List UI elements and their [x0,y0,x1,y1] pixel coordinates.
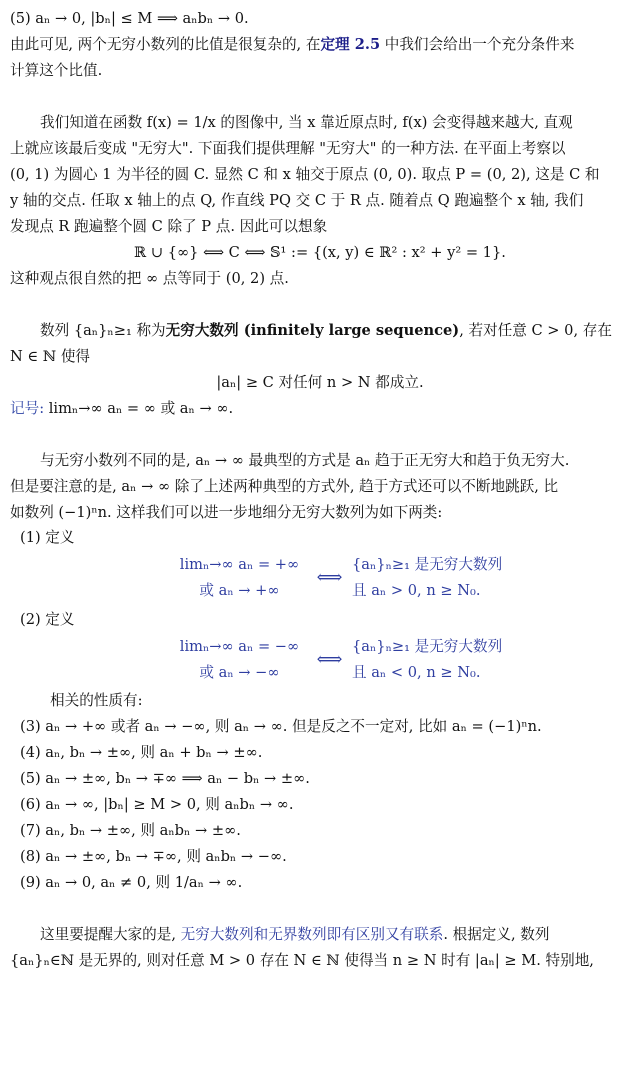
property-item: (6) aₙ → ∞, |bₙ| ≥ M > 0, 则 aₙbₙ → ∞. [20,796,294,813]
property-5-small: (5) aₙ → 0, |bₙ| ≤ M ⟹ aₙbₙ → 0. [10,10,249,27]
definition-line: 数列 {aₙ}ₙ≥₁ 称为无穷大数列 (infinitely large sequence), 若对任意 C > 0, 存在 [40,322,612,339]
definition-block [10,550,630,606]
properties-heading: 相关的性质有: [50,692,143,709]
theorem-reference-link[interactable]: 定理 2.5 [320,36,381,53]
definition-right: 且 aₙ > 0, n ≥ N₀. [352,582,481,599]
iff-symbol: ⟺ [316,649,343,670]
paragraph-line: 上就应该最后变成 "无穷大". 下面我们提供理解 "无穷大" 的一种方法. 在平面上考察以 [10,140,566,157]
definition-line: N ∈ ℕ 使得 [10,348,91,365]
definition-left: limₙ→∞ aₙ = −∞ [179,638,300,655]
paragraph-line: {aₙ}ₙ∈ℕ 是无界的, 则对任意 M > 0 存在 N ∈ ℕ 使得当 n ≥ N 时有 |aₙ| ≥ M. 特别地, [10,952,594,969]
paragraph-line: 这种观点很自然的把 ∞ 点等同于 (0, 2) 点. [10,270,289,287]
paragraph-line: 我们知道在函数 f(x) = 1/x 的图像中, 当 x 靠近原点时, f(x) 会变得越来越大, 直观 [40,114,573,131]
definition-label: (2) 定义 [20,611,75,628]
definition-left: 或 aₙ → −∞ [199,664,280,681]
paragraph-line: (0, 1) 为圆心 1 为半径的圆 C. 显然 C 和 x 轴交于原点 (0, 0). 取点 P = (0, 2), 这是 C 和 [10,166,600,183]
paragraph-line: 如数列 (−1)ⁿn. 这样我们可以进一步地细分无穷大数列为如下两类: [10,504,443,521]
definition-right: 且 aₙ < 0, n ≥ N₀. [352,664,481,681]
definition-block [10,632,630,688]
paragraph-line: 这里要提醒大家的是, 无穷大数列和无界数列即有区别又有联系. 根据定义, 数列 [40,926,550,943]
defined-term: 无穷大数列 (infinitely large sequence) [165,322,460,339]
property-item: (8) aₙ → ±∞, bₙ → ∓∞, 则 aₙbₙ → −∞. [20,848,287,865]
property-item: (5) aₙ → ±∞, bₙ → ∓∞ ⟹ aₙ − bₙ → ±∞. [20,770,310,787]
property-item: (9) aₙ → 0, aₙ ≠ 0, 则 1/aₙ → ∞. [20,874,243,891]
definition-right: {aₙ}ₙ≥₁ 是无穷大数列 [352,556,503,573]
paragraph-line: 计算这个比值. [10,62,103,79]
definition-right: {aₙ}ₙ≥₁ 是无穷大数列 [352,638,503,655]
property-item: (3) aₙ → +∞ 或者 aₙ → −∞, 则 aₙ → ∞. 但是反之不一定对, 比如 aₙ = (−1)ⁿn. [20,718,542,735]
notation-label: 记号: [10,400,45,417]
definition-left: limₙ→∞ aₙ = +∞ [179,556,300,573]
display-equation: |aₙ| ≥ C 对任何 n > N 都成立. [216,374,424,391]
paragraph-line: 但是要注意的是, aₙ → ∞ 除了上述两种典型的方式外, 趋于方式还可以不断地跳跃, 比 [10,478,559,495]
highlight-text: 无穷大数列和无界数列即有区别又有联系 [180,926,444,943]
paragraph-line: y 轴的交点. 任取 x 轴上的点 Q, 作直线 PQ 交 C 于 R 点. 随着点 Q 跑遍整个 x 轴, 我们 [10,192,584,209]
display-equation: ℝ ∪ {∞} ⟺ C ⟺ 𝕊¹ := {(x, y) ∈ ℝ² : x² + y² = 1}. [134,244,506,261]
property-item: (4) aₙ, bₙ → ±∞, 则 aₙ + bₙ → ±∞. [20,744,263,761]
definition-label: (1) 定义 [20,529,75,546]
iff-symbol: ⟺ [316,567,343,588]
paragraph-line: 发现点 R 跑遍整个圆 C 除了 P 点. 因此可以想象 [10,218,328,235]
paragraph-line: 与无穷小数列不同的是, aₙ → ∞ 最典型的方式是 aₙ 趋于正无穷大和趋于负无穷大. [40,452,570,469]
property-item: (7) aₙ, bₙ → ±∞, 则 aₙbₙ → ±∞. [20,822,241,839]
definition-left: 或 aₙ → +∞ [199,582,280,599]
paragraph-line: 由此可见, 两个无穷小数列的比值是很复杂的, 在定理 2.5 中我们会给出一个充分条件来 [10,36,575,53]
notation-line: 记号: limₙ→∞ aₙ = ∞ 或 aₙ → ∞. [10,400,234,417]
